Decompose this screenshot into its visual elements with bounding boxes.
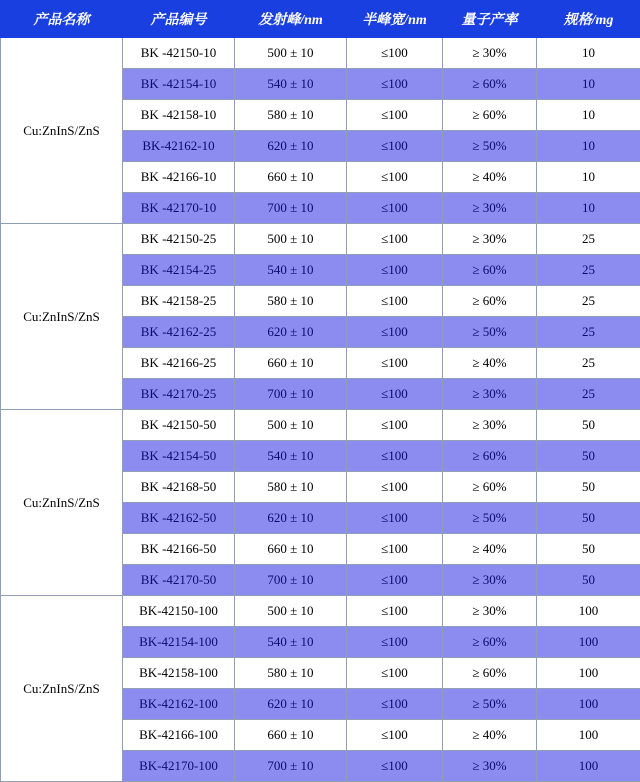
- cell-fwhm: ≤100: [347, 379, 443, 410]
- cell-emission-peak: 620 ± 10: [235, 131, 347, 162]
- column-header-emission-peak: 发射峰/nm: [235, 1, 347, 38]
- cell-fwhm: ≤100: [347, 162, 443, 193]
- cell-spec: 25: [537, 379, 640, 410]
- cell-emission-peak: 540 ± 10: [235, 69, 347, 100]
- cell-emission-peak: 700 ± 10: [235, 751, 347, 782]
- cell-quantum-yield: ≥ 60%: [443, 286, 537, 317]
- cell-product-code: BK -42166-25: [123, 348, 235, 379]
- cell-spec: 100: [537, 720, 640, 751]
- cell-product-code: BK-42158-100: [123, 658, 235, 689]
- cell-quantum-yield: ≥ 60%: [443, 441, 537, 472]
- cell-quantum-yield: ≥ 30%: [443, 38, 537, 69]
- cell-product-code: BK -42158-10: [123, 100, 235, 131]
- cell-product-code: BK-42150-100: [123, 596, 235, 627]
- cell-quantum-yield: ≥ 40%: [443, 534, 537, 565]
- cell-spec: 10: [537, 100, 640, 131]
- cell-product-code: BK -42170-10: [123, 193, 235, 224]
- cell-product-code: BK -42150-10: [123, 38, 235, 69]
- cell-emission-peak: 540 ± 10: [235, 255, 347, 286]
- cell-product-code: BK -42170-25: [123, 379, 235, 410]
- cell-emission-peak: 700 ± 10: [235, 565, 347, 596]
- cell-emission-peak: 660 ± 10: [235, 534, 347, 565]
- cell-quantum-yield: ≥ 50%: [443, 317, 537, 348]
- cell-quantum-yield: ≥ 60%: [443, 658, 537, 689]
- cell-quantum-yield: ≥ 30%: [443, 751, 537, 782]
- cell-quantum-yield: ≥ 30%: [443, 596, 537, 627]
- cell-quantum-yield: ≥ 60%: [443, 627, 537, 658]
- table-row: [1, 410, 640, 441]
- cell-emission-peak: 500 ± 10: [235, 410, 347, 441]
- cell-product-code: BK -42150-50: [123, 410, 235, 441]
- cell-quantum-yield: ≥ 50%: [443, 131, 537, 162]
- cell-emission-peak: 580 ± 10: [235, 472, 347, 503]
- cell-product-code: BK -42162-25: [123, 317, 235, 348]
- cell-quantum-yield: ≥ 60%: [443, 100, 537, 131]
- cell-product-code: BK -42168-50: [123, 472, 235, 503]
- table-row: [1, 596, 640, 627]
- cell-spec: 100: [537, 596, 640, 627]
- cell-fwhm: ≤100: [347, 38, 443, 69]
- cell-spec: 100: [537, 751, 640, 782]
- cell-fwhm: ≤100: [347, 286, 443, 317]
- cell-product-code: BK-42162-10: [123, 131, 235, 162]
- cell-product-code: BK-42154-100: [123, 627, 235, 658]
- group-label-product-name: Cu:ZnInS/ZnS: [1, 38, 123, 224]
- cell-product-code: BK -42166-50: [123, 534, 235, 565]
- cell-quantum-yield: ≥ 60%: [443, 69, 537, 100]
- cell-spec: 25: [537, 317, 640, 348]
- cell-product-code: BK-42170-100: [123, 751, 235, 782]
- cell-fwhm: ≤100: [347, 69, 443, 100]
- cell-emission-peak: 660 ± 10: [235, 720, 347, 751]
- cell-spec: 50: [537, 441, 640, 472]
- cell-fwhm: ≤100: [347, 255, 443, 286]
- column-header-fwhm: 半峰宽/nm: [347, 1, 443, 38]
- cell-fwhm: ≤100: [347, 627, 443, 658]
- cell-spec: 25: [537, 224, 640, 255]
- cell-quantum-yield: ≥ 30%: [443, 224, 537, 255]
- cell-product-code: BK-42166-100: [123, 720, 235, 751]
- cell-spec: 10: [537, 38, 640, 69]
- table-row: [1, 224, 640, 255]
- cell-emission-peak: 540 ± 10: [235, 627, 347, 658]
- cell-fwhm: ≤100: [347, 472, 443, 503]
- cell-spec: 10: [537, 162, 640, 193]
- cell-quantum-yield: ≥ 40%: [443, 162, 537, 193]
- cell-emission-peak: 620 ± 10: [235, 689, 347, 720]
- cell-product-code: BK -42166-10: [123, 162, 235, 193]
- cell-emission-peak: 700 ± 10: [235, 193, 347, 224]
- cell-product-code: BK-42162-100: [123, 689, 235, 720]
- cell-spec: 10: [537, 131, 640, 162]
- group-label-product-name: Cu:ZnInS/ZnS: [1, 596, 123, 782]
- cell-quantum-yield: ≥ 40%: [443, 348, 537, 379]
- cell-fwhm: ≤100: [347, 100, 443, 131]
- cell-spec: 50: [537, 534, 640, 565]
- cell-quantum-yield: ≥ 40%: [443, 720, 537, 751]
- cell-spec: 25: [537, 255, 640, 286]
- column-header-spec: 规格/mg: [537, 1, 640, 38]
- cell-quantum-yield: ≥ 30%: [443, 410, 537, 441]
- cell-fwhm: ≤100: [347, 596, 443, 627]
- cell-fwhm: ≤100: [347, 720, 443, 751]
- cell-fwhm: ≤100: [347, 131, 443, 162]
- cell-fwhm: ≤100: [347, 224, 443, 255]
- cell-fwhm: ≤100: [347, 751, 443, 782]
- cell-emission-peak: 500 ± 10: [235, 596, 347, 627]
- cell-spec: 50: [537, 503, 640, 534]
- cell-emission-peak: 580 ± 10: [235, 286, 347, 317]
- cell-emission-peak: 660 ± 10: [235, 348, 347, 379]
- cell-quantum-yield: ≥ 50%: [443, 689, 537, 720]
- cell-emission-peak: 660 ± 10: [235, 162, 347, 193]
- table-header: [1, 1, 640, 38]
- header-row: [1, 1, 640, 38]
- cell-emission-peak: 540 ± 10: [235, 441, 347, 472]
- cell-spec: 100: [537, 689, 640, 720]
- cell-spec: 25: [537, 286, 640, 317]
- cell-emission-peak: 620 ± 10: [235, 503, 347, 534]
- cell-fwhm: ≤100: [347, 565, 443, 596]
- cell-product-code: BK -42170-50: [123, 565, 235, 596]
- cell-emission-peak: 500 ± 10: [235, 224, 347, 255]
- cell-product-code: BK -42154-50: [123, 441, 235, 472]
- group-label-product-name: Cu:ZnInS/ZnS: [1, 224, 123, 410]
- cell-product-code: BK -42158-25: [123, 286, 235, 317]
- cell-emission-peak: 620 ± 10: [235, 317, 347, 348]
- cell-quantum-yield: ≥ 50%: [443, 503, 537, 534]
- cell-spec: 100: [537, 627, 640, 658]
- cell-emission-peak: 580 ± 10: [235, 100, 347, 131]
- cell-fwhm: ≤100: [347, 348, 443, 379]
- cell-spec: 50: [537, 472, 640, 503]
- cell-fwhm: ≤100: [347, 193, 443, 224]
- cell-fwhm: ≤100: [347, 658, 443, 689]
- cell-product-code: BK -42154-10: [123, 69, 235, 100]
- table-row: [1, 38, 640, 69]
- cell-spec: 10: [537, 69, 640, 100]
- column-header-product-code: 产品编号: [123, 1, 235, 38]
- cell-spec: 50: [537, 410, 640, 441]
- column-header-product-name: 产品名称: [1, 1, 123, 38]
- cell-fwhm: ≤100: [347, 317, 443, 348]
- cell-quantum-yield: ≥ 30%: [443, 565, 537, 596]
- cell-emission-peak: 700 ± 10: [235, 379, 347, 410]
- cell-product-code: BK -42150-25: [123, 224, 235, 255]
- cell-spec: 25: [537, 348, 640, 379]
- group-label-product-name: Cu:ZnInS/ZnS: [1, 410, 123, 596]
- cell-quantum-yield: ≥ 60%: [443, 472, 537, 503]
- cell-fwhm: ≤100: [347, 534, 443, 565]
- cell-quantum-yield: ≥ 60%: [443, 255, 537, 286]
- cell-fwhm: ≤100: [347, 441, 443, 472]
- cell-spec: 50: [537, 565, 640, 596]
- cell-fwhm: ≤100: [347, 410, 443, 441]
- cell-spec: 100: [537, 658, 640, 689]
- cell-fwhm: ≤100: [347, 689, 443, 720]
- cell-emission-peak: 580 ± 10: [235, 658, 347, 689]
- cell-quantum-yield: ≥ 30%: [443, 379, 537, 410]
- cell-emission-peak: 500 ± 10: [235, 38, 347, 69]
- cell-spec: 10: [537, 193, 640, 224]
- table-body: [1, 38, 640, 782]
- cell-product-code: BK -42154-25: [123, 255, 235, 286]
- cell-product-code: BK -42162-50: [123, 503, 235, 534]
- cell-fwhm: ≤100: [347, 503, 443, 534]
- cell-quantum-yield: ≥ 30%: [443, 193, 537, 224]
- column-header-quantum-yield: 量子产率: [443, 1, 537, 38]
